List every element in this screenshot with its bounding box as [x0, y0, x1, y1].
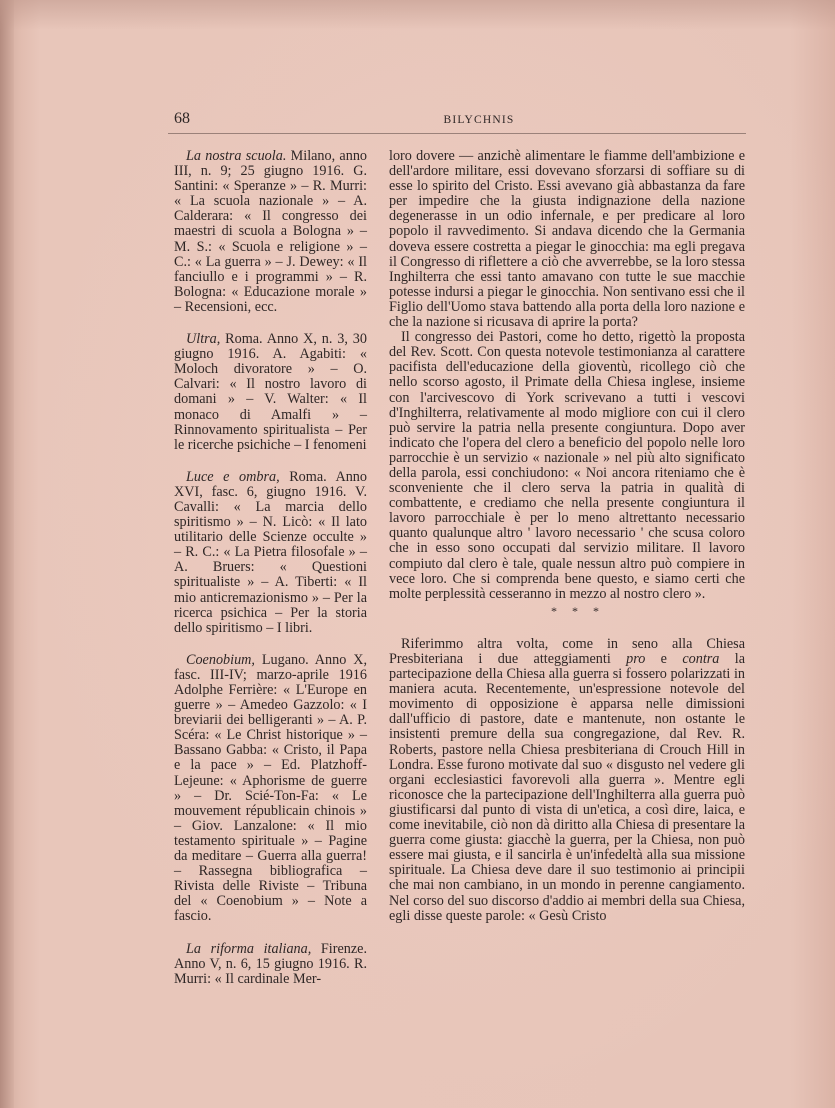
paragraph-text: la partecipazione della Chiesa alla guerra si fossero polarizzati in maniera acuta. Recentemente, un'espressione notevole del movimento di opposizione è apparsa nelle dimissioni dall'ufficio di pastore, date e mantenute, non ostante le insistenti premure della sua congregazione, dal Rev. R. Roberts, pastore nella Chiesa presbiteriana di Crouch Hill in Londra. Esse furono motivate dal suo « disgusto nel vedere gli organi ecclesiastici favorevoli alla guerra ». Mentre egli riconosce che la partecipazione dell'Inghilterra alla guerra può giustificarsi dal punto di vista di un'etica, a così dire, laica, e come inevitabile, ciò non dà diritto alla Chiesa di presentare la guerra come giusta: giacchè la guerra, per la Chiesa, non può essere mai giusta, e il sancirla è un'infedeltà alla sua missione spirituale. La Chiesa deve dare il suo testimonio ai principii che mai non cambiano, in un mondo in perenne cangiamento. Nel corso del suo discorso d'addio ai membri della sua Chiesa, egli disse queste parole: « Gesù Cristo: [389, 651, 745, 924]
page-number: 68: [174, 110, 190, 127]
article-paragraph-1: loro dovere — anzichè alimentare le fiamme dell'ambizione e dell'ardore militare, essi dovevano sforzarsi di soffiare su di esse lo spirito del Cristo. Essi avevano già abbastanza da fare per impedire che la giusta indignazione della nazione degenerasse in un odio infernale, e per predicare al loro popolo il ravvedimento. Si andava dicendo che la Germania doveva essere costretta a piegar le ginocchia: ma egli pregava il Congresso di riflettere a ciò che avverrebbe, se la loro stessa Inghilterra che essi tanto amavano con tutte le sue macchie potesse indursi a piegar le ginocchia. Non sentivano essi che il Figlio dell'Uomo stava battendo alla porta della loro nazione e che la nazione si ricusava di aprire la porta?: [389, 148, 745, 331]
article-paragraph-3: [389, 637, 745, 924]
section-break-asterism: * * *: [551, 603, 605, 618]
periodical-entry-la-nostra-scuola: [174, 149, 367, 315]
italic-term-pro: pro: [626, 651, 646, 667]
periodical-contents: Lugano. Anno X, fasc. III-IV; marzo-aprile 1916 Adolphe Ferrière: « L'Europe en guerre » – Amedeo Gazzolo: « I breviarii dei belligeranti » – A. P. Scéra: « Le Christ historique » – Bassano Gabba: « Cristo, il Papa e la pace » – Ed. Platzhoff-Lejeune: « Aphorisme de guerre » – Dr. Scié-Ton-Fa: « Le mouvement républicain chinois » – Giov. Lanzalone: « Il mio testamento spirituale » – Pagine da meditare – Guerra alla guerra! – Rassegna bibliografica – Rivista delle Riviste – Tribuna del « Coenobium » – Note a fascio.: [174, 651, 367, 925]
periodical-title: La riforma italiana,: [186, 940, 312, 957]
periodical-entry-la-riforma-italiana: [174, 942, 367, 987]
periodical-entry-luce-e-ombra: [174, 470, 367, 636]
paragraph-text: e: [645, 651, 683, 667]
italic-term-contra: contra: [682, 651, 720, 667]
periodical-contents: Roma. Anno X, n. 3, 30 giugno 1916. A. Agabiti: « Moloch divoratore » – O. Calvari: « Il nostro lavoro di domani » – V. Walter: « Il monaco di Amalfi » – Rinnovamento spiritualista – Per le ricerche psichiche – I fenomeni: [174, 331, 367, 453]
periodical-contents: Milano, anno III, n. 9; 25 giugno 1916. G. Santini: « Speranze » – R. Murri: « La scuola nazionale » – A. Calderara: « Il congresso dei maestri di scuola a Bologna » – M. S.: « Scuola e religione » – C.: « La guerra » – J. Dewey: « Il fanciullo e i programmi » – R. Bologna: « Educazione morale » – Recensioni, ecc.: [174, 148, 368, 315]
page-header: [174, 110, 744, 130]
article-paragraph-2: Il congresso dei Pastori, come ho detto, rigettò la proposta del Rev. Scott. Con questa notevole testimonianza al carattere pacifista dell'educazione della gioventù, ricollego ciò che nello scorso agosto, il Primate della Chiesa inglese, insieme con l'arcivescovo di York scrivevano a tutti i vescovi d'Inghilterra, relativamente al modo migliore con cui il clero può servire la patria nella presente congiuntura. Dopo aver indicato che l'opera del clero a beneficio del popolo nelle loro parrocchie è un servizio « nazionale » nel più alto significato della parola, essi conchiudono: « Noi ancora riteniamo che è sconveniente che il clero serva la patria in qualità di combattente, e crediamo che nella presente congiuntura il lavoro parrocchiale è per lo meno altrettanto necessario quanto qualunque altro ' lavoro necessario ' che scusa coloro che in esso sono occupati dal servizio militare. Il lavoro compiuto dal clero è tale, quale nessun altro può compiere in vece loro. Che si comprenda bene questo, e siamo certi che molte perplessità cesseranno in mezzo al nostro clero ».: [389, 329, 745, 602]
periodical-contents: Firenze. Anno V, n. 6, 15 giugno 1916. R. Murri: « Il cardinale Mer-: [174, 940, 367, 987]
running-head: BILYCHNIS: [443, 114, 515, 126]
header-rule: [168, 133, 746, 134]
periodical-contents: Roma. Anno XVI, fasc. 6, giugno 1916. V. Cavalli: « La marcia dello spiritismo » – N. Licò: « Il lato utilitario delle Scienze occulte » – R. C.: « La Pietra filosofale » – A. Bruers: « Questioni spiritualiste » – A. Tiberti: « Il mio anticremazionismo » – Per la ricerca psichica – Per la storia dello spiritismo – I libri.: [174, 468, 367, 636]
periodical-title: Ultra,: [186, 331, 221, 348]
periodical-entry-ultra: [174, 332, 367, 453]
paragraph-text: Riferimmo altra volta, come in seno alla Chiesa Presbiteriana i due atteggiamenti: [389, 635, 745, 667]
periodical-title: Luce e ombra,: [186, 468, 280, 485]
periodical-entry-coenobium: [174, 653, 367, 925]
periodical-title: La nostra scuola.: [186, 148, 287, 164]
periodical-title: Coenobium,: [186, 651, 255, 668]
right-column-article: [389, 149, 745, 924]
left-column-periodicals: [174, 149, 367, 1004]
